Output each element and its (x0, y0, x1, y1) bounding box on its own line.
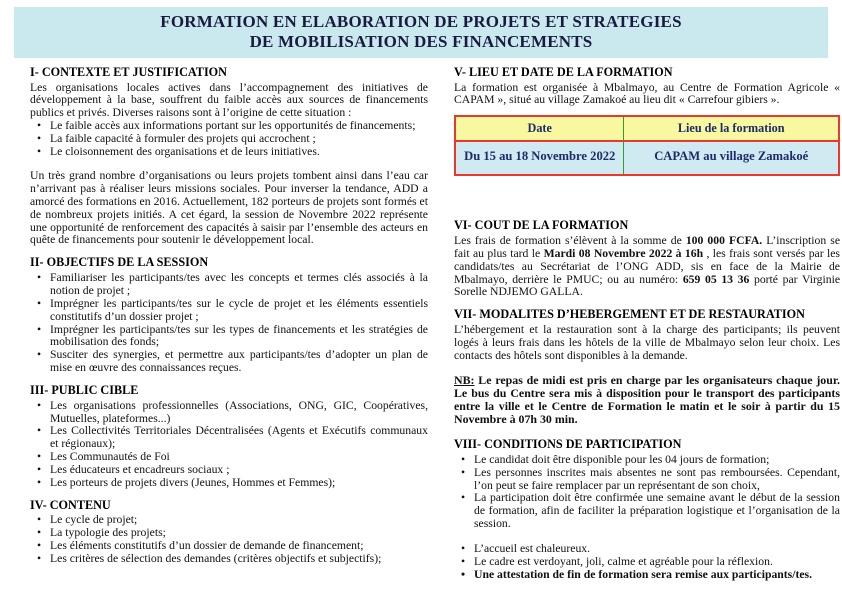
cout-phone-number: 659 05 13 36 (682, 272, 750, 286)
list-item: • La faible capacité à formuler des projets qui accrochent ; (30, 133, 428, 146)
list-item: • Les organisations professionnelles (Associations, ONG, GIC, Coopératives, Mutuelles, plateformes...) (30, 400, 428, 426)
table-header-date: Date (455, 116, 624, 141)
list-item: • Susciter des synergies, et permettre aux participants/tes d’adopter un plan de mise en œuvre des connaissances reçues. (30, 349, 428, 375)
conditions-extra-bullet-list (454, 543, 840, 582)
contexte-intro-paragraph: Les organisations locales actives dans l’accompagnement des initiatives de développement à la base, souffrent du faible accès aux sources de financements publics et privés. Diverses raisons sont à l’origine de cette situation : (30, 80, 428, 120)
section-heading-cout: VI- COUT DE LA FORMATION (454, 218, 629, 233)
cout-text: porté par Virginie Sorelle NDJEMO GALLA. (454, 272, 841, 299)
list-item: • Familiariser les participants/tes avec les concepts et termes clés associés à la notion de projet ; (30, 272, 428, 298)
list-item: • Les personnes inscrites mais absentes ne sont pas remboursées. Cependant, l’on peut se faire remplacer par un représentant de son choix, (454, 467, 840, 493)
section-heading-public-cible: III- PUBLIC CIBLE (30, 383, 139, 398)
cout-text: Les frais de formation s’élèvent à la somme de (454, 233, 686, 247)
lieu-date-paragraph: La formation est organisée à Mbalmayo, au Centre de Formation Agricole « CAPAM », situé au village Zamakoé au lieu dit « Carrefour gibiers ». (454, 80, 840, 107)
list-item: • Les éducateurs et encadreurs sociaux ; (30, 464, 428, 477)
list-item: • Les porteurs de projets divers (Jeunes, Hommes et Femmes); (30, 477, 428, 490)
document-title-line2: DE MOBILISATION DES FINANCEMENTS (249, 32, 593, 51)
table-cell-date: Du 15 au 18 Novembre 2022 (455, 141, 624, 175)
section-heading-contenu: IV- CONTENU (30, 497, 111, 512)
list-item: • Le cadre est verdoyant, joli, calme et agréable pour la réflexion. (454, 556, 840, 569)
section-heading-conditions: VIII- CONDITIONS DE PARTICIPATION (454, 437, 682, 452)
schedule-table (454, 115, 840, 176)
document-title-line1: FORMATION EN ELABORATION DE PROJETS ET STRATEGIES (160, 12, 682, 31)
list-item: • Le candidat doit être disponible pour les 04 jours de formation; (454, 454, 840, 467)
table-header-lieu: Lieu de la formation (624, 116, 839, 141)
spacer (454, 176, 840, 210)
list-item: • Imprégner les participants/tes sur les types de financements et les stratégies de mobilisation des fonds; (30, 324, 428, 350)
list-item: • Les éléments constitutifs d’un dossier de demande de financement; (30, 540, 428, 553)
nb-text: Le repas de midi est pris en charge par les organisateurs chaque jour. Le bus du Centre sera mis à disposition pour le transport des participants entre la ville et le Centre de Formation le matin et le soir à partir du 15 Novembre à 07h 30 min. (454, 372, 840, 427)
section-heading-lieu-date: V- LIEU ET DATE DE LA FORMATION (454, 65, 673, 79)
list-item: • La typologie des projets; (30, 527, 428, 540)
list-item: • Le faible accès aux informations portant sur les opportunités de financements; (30, 120, 428, 133)
list-item: • Imprégner les participants/tes sur le cycle de projet et les éléments essentiels constitutifs d’un dossier projet ; (30, 298, 428, 324)
cout-paragraph (454, 235, 840, 300)
list-item-attestation: • Une attestation de fin de formation sera remise aux participants/tes. (454, 569, 840, 582)
cout-deadline: Mardi 08 Novembre 2022 à 16h (543, 246, 704, 260)
objectifs-bullet-list (30, 272, 428, 375)
list-item: • La participation doit être confirmée une semaine avant le début de la session de formation, afin de faciliter la préparation logistique et l’organisation de la session. (454, 492, 840, 531)
left-column (30, 66, 428, 582)
list-item: • Le cloisonnement des organisations et de leurs initiatives. (30, 146, 428, 159)
table-header-row (455, 116, 839, 141)
table-row (455, 141, 839, 175)
conditions-bullet-list (454, 454, 840, 531)
two-column-layout (0, 64, 842, 582)
title-banner (14, 7, 828, 58)
section-heading-hebergement: VII- MODALITES D’HEBERGEMENT ET DE RESTAURATION (454, 307, 805, 322)
section-heading-contexte: I- CONTEXTE ET JUSTIFICATION (30, 65, 227, 79)
contexte-paragraph-2: Un très grand nombre d’organisations ou leurs projets tombent ainsi dans l’eau car n’arrivant pas à réaliser leurs missions sociales. Pour inverser la tendance, ADD a amorcé des formations en 2016. Actuellement, 182 porteurs de projets sont formés et de nombreux projets initiés. A cet égard, la session de Novembre 2022 représente une opportunité de renforcement des capacités à saisir par l’ensemble des acteurs en quête de financements pour soutenir le développement local. (30, 168, 428, 247)
contexte-bullet-list (30, 120, 428, 159)
nb-paragraph (454, 374, 840, 427)
list-item: • Les Communautés de Foi (30, 451, 428, 464)
right-column (454, 66, 840, 582)
cout-amount: 100 000 FCFA. (685, 233, 763, 247)
cout-text: , les frais sont versés par les candidats/tes au Secrétariat de l’ONG ADD, sis en face de la Mairie de Mbalmayo, derrière le PMUC; ou au numéro: (454, 246, 840, 286)
list-item: • Les critères de sélection des demandes (critères objectifs et subjectifs); (30, 553, 428, 566)
list-item: • L’accueil est chaleureux. (454, 543, 840, 556)
list-item: • Les Collectivités Territoriales Décentralisées (Agents et Exécutifs communaux et régionaux); (30, 425, 428, 451)
list-item: • Le cycle de projet; (30, 514, 428, 527)
cout-text: L’inscription se fait au plus tard le (454, 233, 841, 260)
contenu-bullet-list (30, 514, 428, 566)
table-cell-lieu: CAPAM au village Zamakoé (624, 141, 839, 175)
nb-label: NB: (454, 372, 475, 387)
hebergement-paragraph: L’hébergement et la restauration sont à la charge des participants; ils peuvent logés à leurs frais dans les hôtels de la ville de Mbalmayo selon leur choix. Les contacts des hôtels sont disponibles à la demande. (454, 322, 840, 362)
public-cible-bullet-list (30, 400, 428, 490)
section-heading-objectifs: II- OBJECTIFS DE LA SESSION (30, 255, 209, 270)
